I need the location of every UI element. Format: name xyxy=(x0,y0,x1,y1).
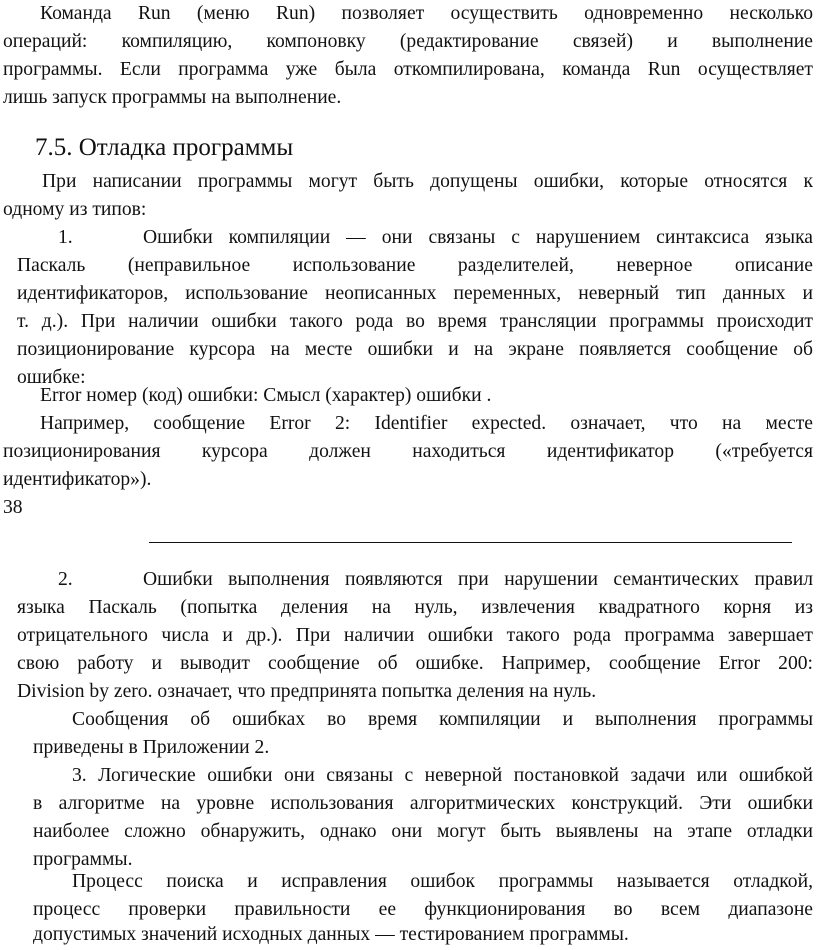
page-number: 38 xyxy=(3,497,23,518)
text-line: ошибке: xyxy=(17,367,86,388)
text-line: т. д.). При наличии ошибки такого рода во время трансляции программы происходит xyxy=(17,311,813,332)
text-line: идентификатор»). xyxy=(3,469,152,490)
list-item-number: 1. xyxy=(58,227,73,248)
text-line: операций: компиляцию, компоновку (редактирование связей) и выполнение xyxy=(3,31,813,52)
text-line: процесс проверки правильности ее функционирования во всем диапазоне xyxy=(33,899,813,920)
text-line: Паскаль (неправильное использование разделителей, неверное описание xyxy=(17,255,813,276)
text-line: Division by zero. означает, что предпринята попытка деления на нуль. xyxy=(17,681,597,702)
text-line: одному из типов: xyxy=(3,199,147,220)
section-heading: 7.5. Отладка программы xyxy=(35,134,294,161)
text-line: наиболее сложно обнаружить, однако они могут быть выявлены на этапе отладки xyxy=(33,821,813,842)
text-line: приведены в Приложении 2. xyxy=(33,737,270,758)
text-line: лишь запуск программы на выполнение. xyxy=(3,87,342,108)
text-line: При написании программы могут быть допущены ошибки, которые относятся к xyxy=(42,171,813,192)
text-line: Ошибки выполнения появляются при нарушении семантических правил xyxy=(143,569,813,590)
text-line: идентификаторов, использование неописанных переменных, неверный тип данных и xyxy=(17,283,813,304)
error-format-line: Error номер (код) ошибки: Смысл (характер) ошибки . xyxy=(40,385,492,406)
text-line: 3. Логические ошибки они связаны с неверной постановкой задачи или ошибкой xyxy=(72,765,813,786)
text-line: позиционирование курсора на месте ошибки и на экране появляется сообщение об xyxy=(17,339,813,360)
text-line: Команда Run (меню Run) позволяет осуществить одновременно несколько xyxy=(40,3,813,24)
list-item-number: 2. xyxy=(58,569,73,590)
text-line: в алгоритме на уровне использования алгоритмических конструкций. Эти ошибки xyxy=(33,793,813,814)
text-line: Процесс поиска и исправления ошибок программы называется отладкой, xyxy=(72,871,813,892)
text-line: Например, сообщение Error 2: Identifier expected. означает, что на месте xyxy=(40,413,813,434)
text-line: программы. Если программа уже была откомпилирована, команда Run осуществляет xyxy=(3,59,813,80)
text-line: свою работу и выводит сообщение об ошибке. Например, сообщение Error 200: xyxy=(17,653,813,674)
text-line: программы. xyxy=(33,849,133,870)
page-divider xyxy=(149,542,792,543)
text-line: позиционирования курсора должен находиться идентификатор («требуется xyxy=(3,441,813,462)
text-line: допустимых значений исходных данных — тестированием программы. xyxy=(33,924,629,945)
text-line: Ошибки компиляции — они связаны с нарушением синтаксиса языка xyxy=(143,227,813,248)
text-line: отрицательного числа и др.). При наличии ошибки такого рода программа завершает xyxy=(17,625,813,646)
text-line: Сообщения об ошибках во время компиляции и выполнения программы xyxy=(72,709,813,730)
text-line: языка Паскаль (попытка деления на нуль, извлечения квадратного корня из xyxy=(17,597,813,618)
